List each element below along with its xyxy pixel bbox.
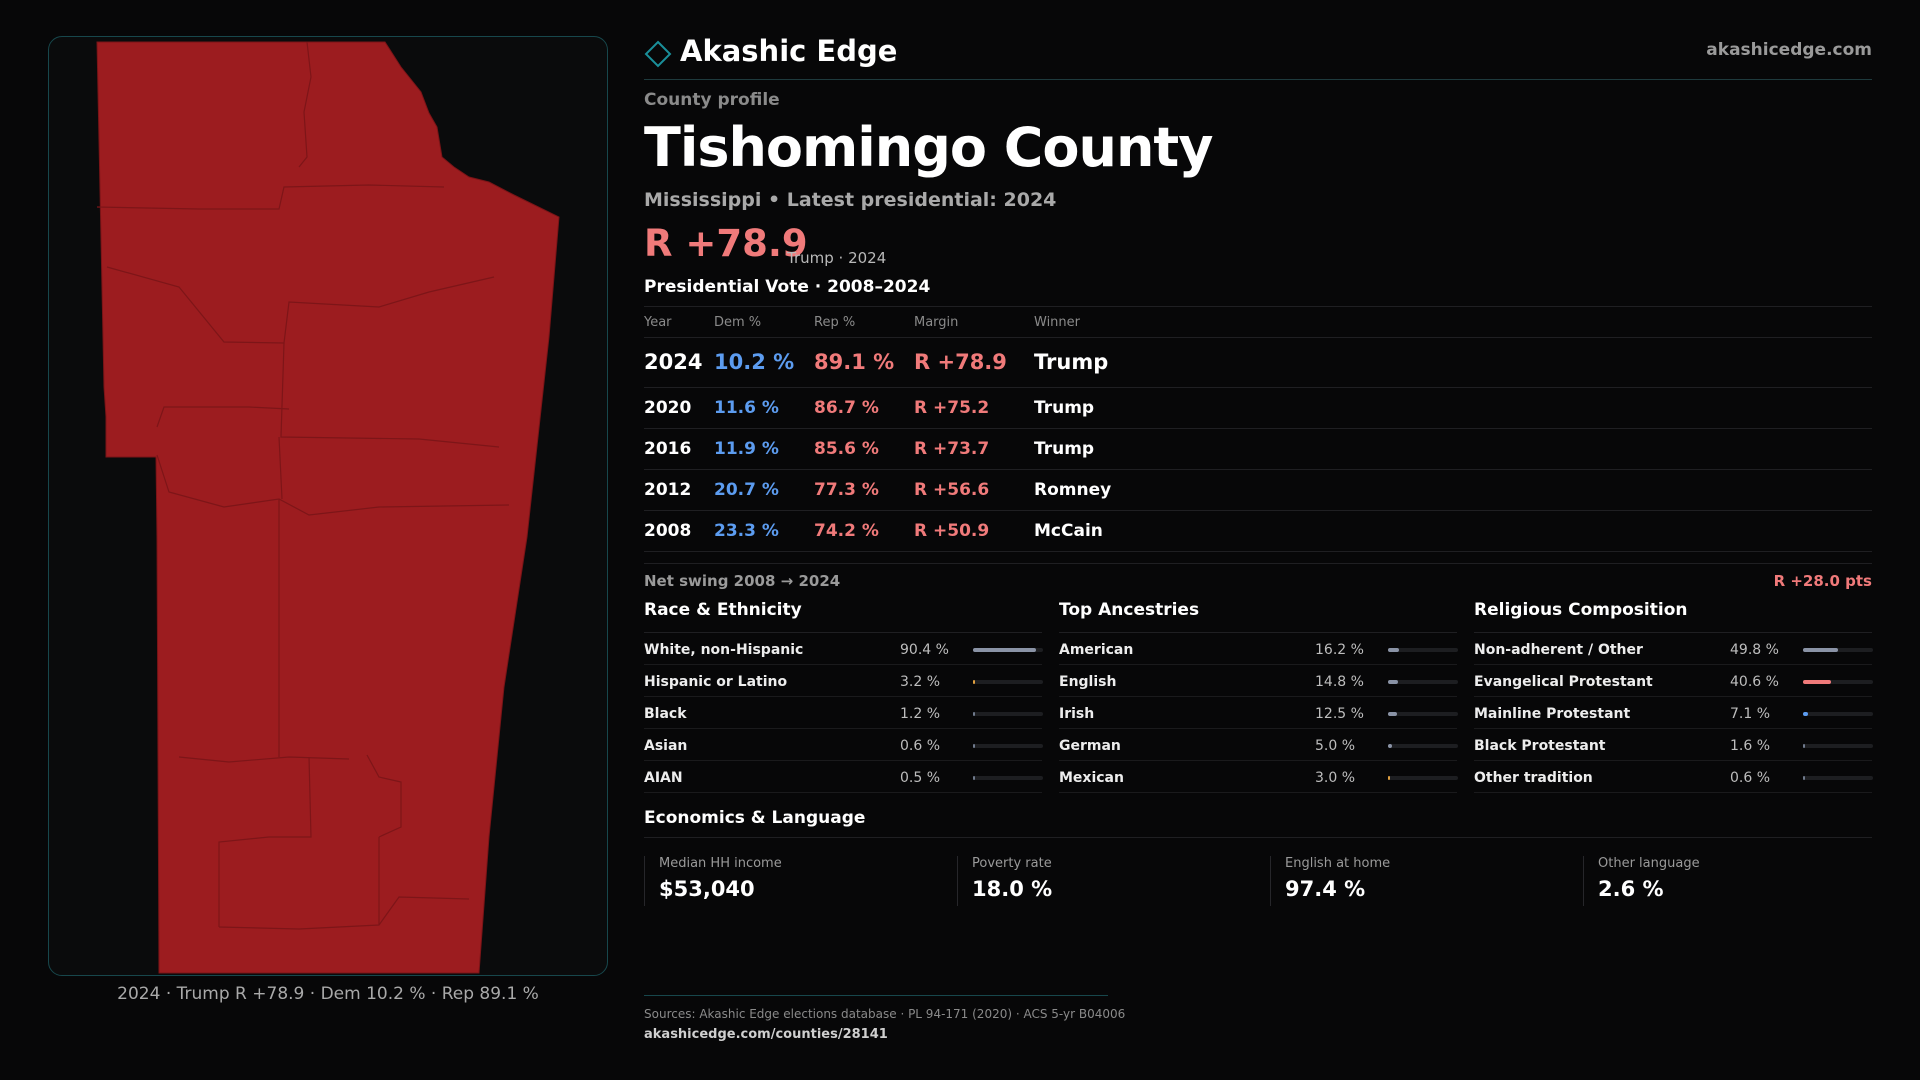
brand-name[interactable]: Akashic Edge — [680, 34, 898, 68]
header-rep: Rep % — [814, 315, 856, 330]
list-item — [644, 697, 1042, 729]
stat-bar-fill — [973, 744, 975, 748]
cell-margin: R +73.7 — [914, 439, 990, 459]
stat-value: 49.8 % — [1730, 642, 1779, 658]
econ-label: Other language — [1598, 856, 1700, 871]
stat-bar-fill — [973, 680, 975, 684]
econ-card-other-language — [1583, 856, 1883, 906]
stat-bar-fill — [1803, 680, 1831, 684]
stat-value: 14.8 % — [1315, 674, 1364, 690]
table-row — [644, 338, 1872, 388]
header-winner: Winner — [1034, 315, 1081, 330]
cell-year: 2012 — [644, 480, 692, 500]
cell-rep: 86.7 % — [814, 398, 879, 418]
stat-bar-fill — [1388, 680, 1398, 684]
header-margin: Margin — [914, 315, 959, 330]
econ-card-english — [1270, 856, 1570, 906]
econ-label: English at home — [1285, 856, 1391, 871]
stat-label: Asian — [644, 738, 688, 754]
stat-bar-track — [1388, 680, 1458, 684]
cell-rep: 85.6 % — [814, 439, 879, 459]
stat-bar-fill — [1803, 744, 1805, 748]
stat-value: 90.4 % — [900, 642, 949, 658]
list-item — [1474, 665, 1872, 697]
cell-dem: 10.2 % — [714, 350, 795, 374]
stat-bar-track — [1388, 648, 1458, 652]
stat-bar-fill — [1388, 712, 1397, 716]
divider — [644, 563, 1872, 564]
stat-bar-track — [1803, 744, 1873, 748]
stat-bar-track — [1388, 744, 1458, 748]
econ-value: $53,040 — [659, 877, 755, 901]
stat-label: White, non-Hispanic — [644, 642, 804, 658]
stat-value: 0.6 % — [1730, 770, 1771, 786]
stat-bar-fill — [1388, 648, 1399, 652]
stat-bar-track — [973, 648, 1043, 652]
stat-label: Evangelical Protestant — [1474, 674, 1653, 690]
stat-label: AIAN — [644, 770, 683, 786]
stat-bar-fill — [1388, 776, 1390, 780]
econ-value: 18.0 % — [972, 877, 1053, 901]
net-swing-label: Net swing 2008 → 2024 — [644, 572, 841, 590]
cell-year: 2020 — [644, 398, 692, 418]
econ-label: Poverty rate — [972, 856, 1052, 871]
stat-label: American — [1059, 642, 1134, 658]
county-url-link[interactable]: akashicedge.com/counties/28141 — [644, 1027, 888, 1042]
page-subtitle: Mississippi • Latest presidential: 2024 — [644, 189, 1057, 211]
stat-value: 7.1 % — [1730, 706, 1771, 722]
econ-value: 97.4 % — [1285, 877, 1366, 901]
latest-margin-note: Trump · 2024 — [787, 249, 887, 267]
divider — [644, 837, 1872, 838]
stat-label: Non-adherent / Other — [1474, 642, 1643, 658]
religion-panel — [1474, 600, 1872, 793]
page-title: Tishomingo County — [644, 116, 1213, 179]
stat-value: 1.2 % — [900, 706, 941, 722]
stat-bar-track — [1388, 712, 1458, 716]
stat-value: 0.5 % — [900, 770, 941, 786]
ancestry-panel-title: Top Ancestries — [1059, 600, 1457, 633]
table-row — [644, 511, 1872, 552]
stat-value: 3.2 % — [900, 674, 941, 690]
economics-title: Economics & Language — [644, 808, 866, 828]
stat-bar-fill — [973, 648, 1036, 652]
econ-card-poverty — [957, 856, 1257, 906]
list-item — [1474, 633, 1872, 665]
race-panel-title: Race & Ethnicity — [644, 600, 1042, 633]
table-row — [644, 388, 1872, 429]
stat-label: Irish — [1059, 706, 1095, 722]
econ-value: 2.6 % — [1598, 877, 1664, 901]
stat-bar-track — [973, 712, 1043, 716]
cell-year: 2016 — [644, 439, 692, 459]
stat-bar-track — [1803, 776, 1873, 780]
stat-label: Black — [644, 706, 687, 722]
list-item — [644, 665, 1042, 697]
latest-margin: R +78.9 — [644, 222, 808, 265]
list-item — [1474, 761, 1872, 793]
header — [644, 30, 1872, 80]
sources-text: Sources: Akashic Edge elections database · PL 94-171 (2020) · ACS 5-yr B04006 — [644, 1007, 1126, 1021]
race-panel — [644, 600, 1042, 793]
stat-bar-fill — [973, 776, 975, 780]
stat-label: Mexican — [1059, 770, 1124, 786]
stat-value: 16.2 % — [1315, 642, 1364, 658]
stat-value: 3.0 % — [1315, 770, 1356, 786]
stat-value: 1.6 % — [1730, 738, 1771, 754]
cell-dem: 23.3 % — [714, 521, 779, 541]
stat-value: 12.5 % — [1315, 706, 1364, 722]
stat-bar-fill — [1388, 744, 1392, 748]
stat-bar-fill — [973, 712, 975, 716]
stat-bar-track — [1388, 776, 1458, 780]
site-url-link[interactable]: akashicedge.com — [1706, 40, 1872, 60]
stat-value: 0.6 % — [900, 738, 941, 754]
map-caption: 2024 · Trump R +78.9 · Dem 10.2 % · Rep 89.1 % — [117, 984, 539, 1004]
list-item — [1059, 729, 1457, 761]
stat-value: 40.6 % — [1730, 674, 1779, 690]
county-shape-svg — [49, 37, 608, 976]
stat-value: 5.0 % — [1315, 738, 1356, 754]
cell-margin: R +50.9 — [914, 521, 990, 541]
cell-rep: 74.2 % — [814, 521, 879, 541]
stat-bar-track — [1803, 712, 1873, 716]
list-item — [644, 633, 1042, 665]
econ-card-income — [644, 856, 944, 906]
cell-dem: 20.7 % — [714, 480, 779, 500]
list-item — [644, 761, 1042, 793]
list-item — [1059, 633, 1457, 665]
county-shape[interactable] — [97, 42, 559, 973]
stat-label: Black Protestant — [1474, 738, 1606, 754]
stat-label: German — [1059, 738, 1121, 754]
net-swing-value: R +28.0 pts — [1773, 572, 1872, 590]
header-dem: Dem % — [714, 315, 762, 330]
stat-bar-fill — [1803, 712, 1808, 716]
stat-bar-fill — [1803, 648, 1838, 652]
econ-label: Median HH income — [659, 856, 782, 871]
table-row — [644, 470, 1872, 511]
vote-table-header — [644, 306, 1872, 338]
stat-bar-track — [973, 744, 1043, 748]
stat-label: Other tradition — [1474, 770, 1593, 786]
stat-bar-track — [973, 680, 1043, 684]
footer-divider — [644, 995, 1108, 996]
page-kicker: County profile — [644, 90, 780, 110]
cell-winner: Romney — [1034, 480, 1112, 500]
list-item — [1474, 697, 1872, 729]
list-item — [1059, 697, 1457, 729]
vote-table — [644, 306, 1872, 552]
cell-winner: McCain — [1034, 521, 1103, 541]
header-year: Year — [644, 315, 672, 330]
list-item — [1059, 761, 1457, 793]
cell-year: 2008 — [644, 521, 692, 541]
cell-dem: 11.6 % — [714, 398, 779, 418]
county-map[interactable] — [48, 36, 608, 976]
diamond-icon[interactable] — [644, 40, 672, 72]
cell-rep: 77.3 % — [814, 480, 879, 500]
stat-bar-track — [1803, 680, 1873, 684]
cell-year: 2024 — [644, 350, 703, 374]
cell-winner: Trump — [1034, 350, 1109, 374]
stat-label: Hispanic or Latino — [644, 674, 788, 690]
stat-label: English — [1059, 674, 1117, 690]
cell-dem: 11.9 % — [714, 439, 779, 459]
cell-margin: R +78.9 — [914, 350, 1007, 374]
stat-bar-fill — [1803, 776, 1805, 780]
stat-bar-track — [1803, 648, 1873, 652]
cell-margin: R +56.6 — [914, 480, 990, 500]
vote-table-title: Presidential Vote · 2008–2024 — [644, 277, 931, 297]
list-item — [644, 729, 1042, 761]
cell-margin: R +75.2 — [914, 398, 990, 418]
religion-panel-title: Religious Composition — [1474, 600, 1872, 633]
stat-bar-track — [973, 776, 1043, 780]
cell-winner: Trump — [1034, 439, 1095, 459]
ancestry-panel — [1059, 600, 1457, 793]
cell-winner: Trump — [1034, 398, 1095, 418]
list-item — [1474, 729, 1872, 761]
cell-rep: 89.1 % — [814, 350, 895, 374]
stat-label: Mainline Protestant — [1474, 706, 1631, 722]
list-item — [1059, 665, 1457, 697]
table-row — [644, 429, 1872, 470]
